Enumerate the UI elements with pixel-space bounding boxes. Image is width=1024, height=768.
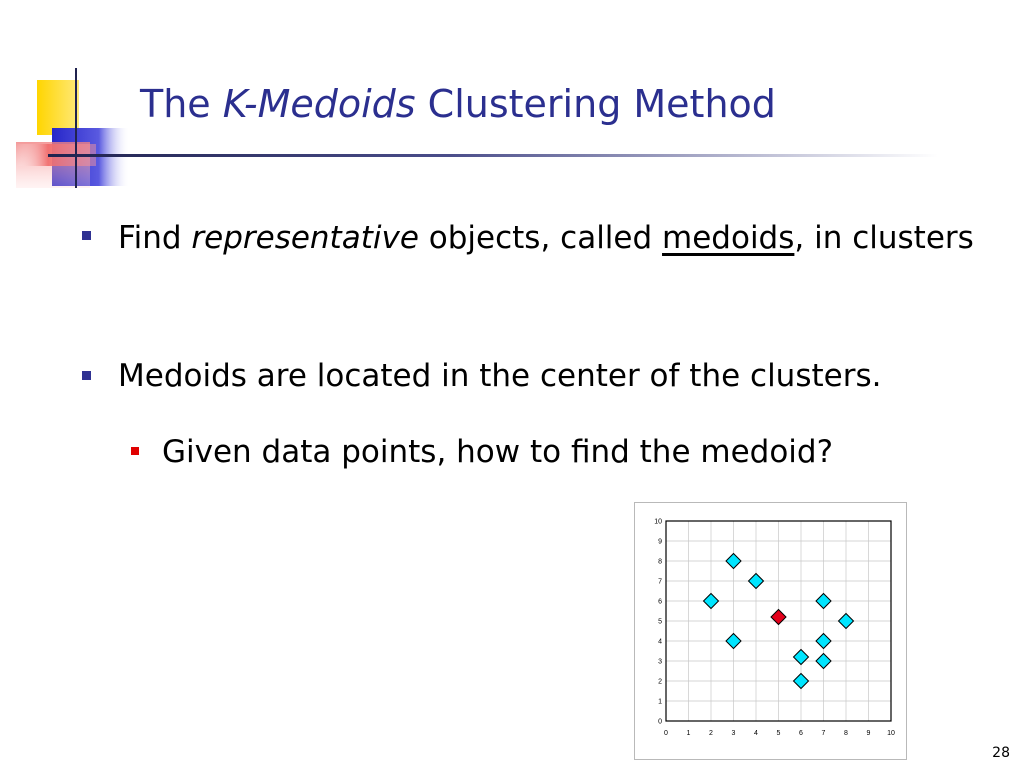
slide-title — [140, 82, 776, 126]
x-tick-label: 1 — [686, 730, 691, 737]
data-point — [839, 614, 854, 629]
scatter-chart — [634, 502, 907, 760]
bullet-1 — [118, 206, 998, 270]
sub-bullet-marker — [131, 447, 139, 455]
x-tick-label: 8 — [844, 730, 848, 737]
data-point — [726, 634, 741, 649]
medoids-term: medoids — [662, 220, 795, 256]
x-tick-label: 2 — [709, 730, 713, 737]
data-point — [704, 594, 719, 609]
y-tick-label: 1 — [658, 698, 662, 706]
bullet-1-part1: Find — [118, 220, 192, 256]
x-tick-label: 10 — [887, 730, 895, 737]
data-point — [794, 674, 809, 689]
data-point — [794, 650, 809, 665]
title-decoration — [0, 0, 140, 200]
title-prefix: The — [140, 82, 223, 126]
data-point — [816, 634, 831, 649]
x-tick-label: 4 — [754, 730, 758, 737]
y-tick-label: 0 — [658, 718, 662, 726]
y-tick-label: 4 — [658, 638, 662, 646]
x-tick-label: 7 — [821, 730, 826, 737]
bullet-1-part3: , in clusters — [794, 220, 974, 256]
page-number: 28 — [992, 745, 1010, 761]
y-tick-label: 3 — [658, 658, 662, 666]
bullet-1-part2: objects, called — [418, 220, 663, 256]
data-point — [816, 594, 831, 609]
data-point — [726, 554, 741, 569]
x-tick-label: 5 — [776, 730, 781, 737]
y-tick-label: 6 — [658, 598, 662, 606]
bullet-marker — [82, 231, 91, 240]
x-tick-label: 6 — [799, 730, 803, 737]
y-tick-label: 5 — [658, 618, 662, 626]
bullet-marker — [82, 371, 91, 380]
y-tick-label: 9 — [658, 538, 662, 546]
x-tick-label: 3 — [731, 730, 736, 737]
title-underline-rule — [48, 154, 938, 157]
title-suffix: Clustering Method — [415, 82, 776, 126]
x-tick-label: 0 — [664, 730, 668, 737]
bullet-2: Medoids are located in the center of the clusters. — [118, 358, 882, 394]
bullet-1-italic: representative — [191, 220, 419, 256]
y-tick-label: 10 — [654, 518, 662, 526]
x-tick-label: 9 — [866, 730, 871, 737]
scatter-chart-svg — [635, 503, 906, 759]
y-tick-label: 7 — [658, 578, 662, 586]
medoid-point — [771, 610, 786, 625]
title-italic: K-Medoids — [222, 82, 416, 126]
y-tick-label: 2 — [658, 678, 662, 686]
data-point — [749, 574, 764, 589]
sub-bullet-1: Given data points, how to find the medoid? — [162, 434, 834, 470]
data-point — [816, 654, 831, 669]
y-tick-label: 8 — [658, 558, 662, 566]
